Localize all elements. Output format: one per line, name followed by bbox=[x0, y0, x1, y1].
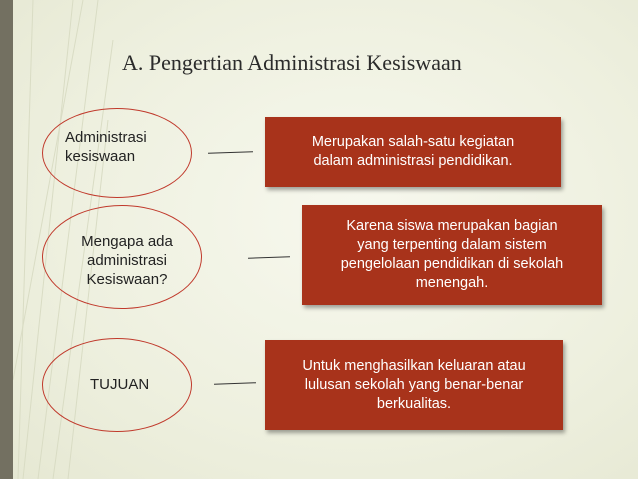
left-accent-bar bbox=[0, 0, 13, 479]
row-1-label: Administrasi kesiswaan bbox=[65, 129, 147, 165]
row-2-label: Mengapa ada administrasi Kesiswaan? bbox=[81, 233, 173, 288]
row-3-label: TUJUAN bbox=[90, 376, 150, 393]
row-3-description-box bbox=[265, 340, 563, 430]
row-1-description-box bbox=[265, 117, 561, 187]
row-2-description-box bbox=[302, 205, 602, 305]
row-1-description: Merupakan salah-satu kegiatan dalam administrasi pendidikan. bbox=[311, 134, 515, 169]
row-2-description: Karena siswa merupakan bagian yang terpenting dalam sistem pengelolaan pendidikan di sekolah menengah. bbox=[340, 218, 564, 291]
slide-title: A. Pengertian Administrasi Kesiswaan bbox=[122, 50, 462, 75]
row-3-description: Untuk menghasilkan keluaran atau lulusan sekolah yang benar-benar berkualitas. bbox=[302, 357, 526, 412]
